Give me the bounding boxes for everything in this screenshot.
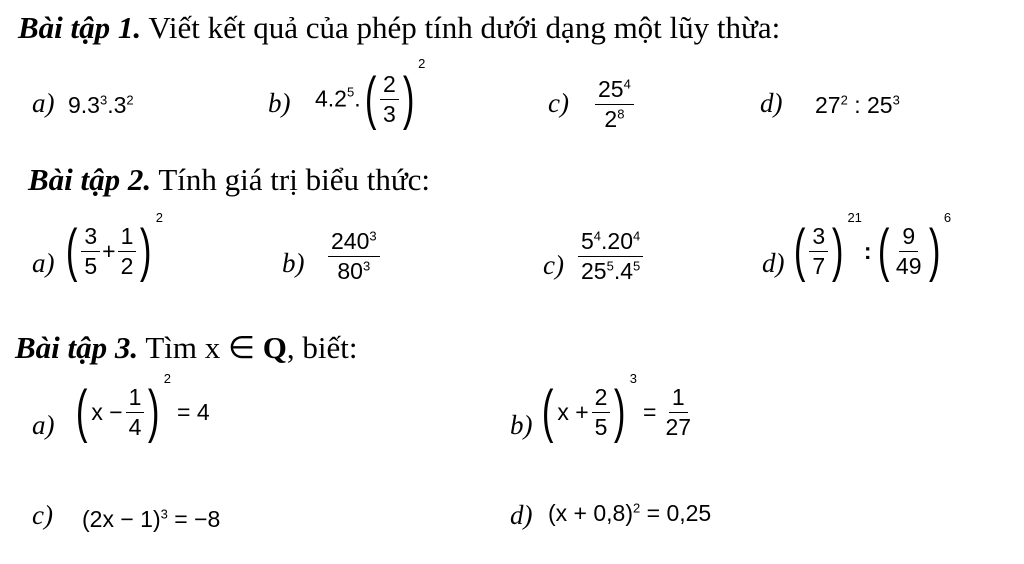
ex2-c-expression: $\frac{5^4.20^4}{25^5.4^5}$ — [578, 230, 643, 283]
ex2-a-expression: ( $\frac{3}{5}$ + $\frac{1}{2}$ )$^2$ — [65, 210, 163, 283]
exercise-2-heading: Bài tập 2. Tính giá trị biểu thức: — [28, 162, 430, 197]
ex2-b-label: b) — [282, 248, 305, 278]
ex2-d-expression: ( $\frac{3}{7}$ )$^{21}$: ( $\frac{9}{49}$ )$^6$ — [793, 210, 952, 283]
ex2-b-expression: $\frac{240^3}{80^3}$ — [328, 230, 380, 283]
ex1-a-expression: $9.3^3.3^2$ — [68, 92, 134, 118]
ex1-d-label: d) — [760, 88, 783, 118]
ex3-b-expression: ( x + $\frac{2}{5}$ )$^3$= $\frac{1}{27}$ — [541, 371, 692, 444]
ex1-c-label: c) — [548, 88, 569, 118]
ex3-c-label: c) — [32, 500, 53, 530]
ex1-b-expression: $4.2^5$.( $\frac{2}{3}$ )$^2$ — [315, 56, 426, 131]
ex1-a-label: a) — [32, 88, 55, 118]
ex3-b-label: b) — [510, 410, 533, 440]
exercise-3-heading: Bài tập 3. Tìm x ∈ Q, biết: — [15, 330, 358, 365]
ex3-a-expression: ( x − $\frac{1}{4}$ )$^2$= 4 — [75, 371, 210, 444]
ex2-d-label: d) — [762, 248, 785, 278]
ex3-c-expression: $(2x - 1)^3 = -8$ — [82, 506, 221, 532]
ex3-d-expression: $(x + 0,8)^2 = 0,25$ — [548, 500, 712, 526]
ex2-c-label: c) — [543, 250, 564, 280]
ex3-a-label: a) — [32, 410, 55, 440]
ex1-d-expression: $27^2$ : $25^3$ — [815, 92, 900, 118]
ex1-b-label: b) — [268, 88, 291, 118]
ex2-a-label: a) — [32, 248, 55, 278]
ex1-c-expression: $\frac{25^4}{2^8}$ — [595, 78, 634, 131]
ex3-d-label: d) — [510, 500, 533, 530]
exercise-1-heading: Bài tập 1. Viết kết quả của phép tính dưới dạng một lũy thừa: — [18, 10, 781, 45]
